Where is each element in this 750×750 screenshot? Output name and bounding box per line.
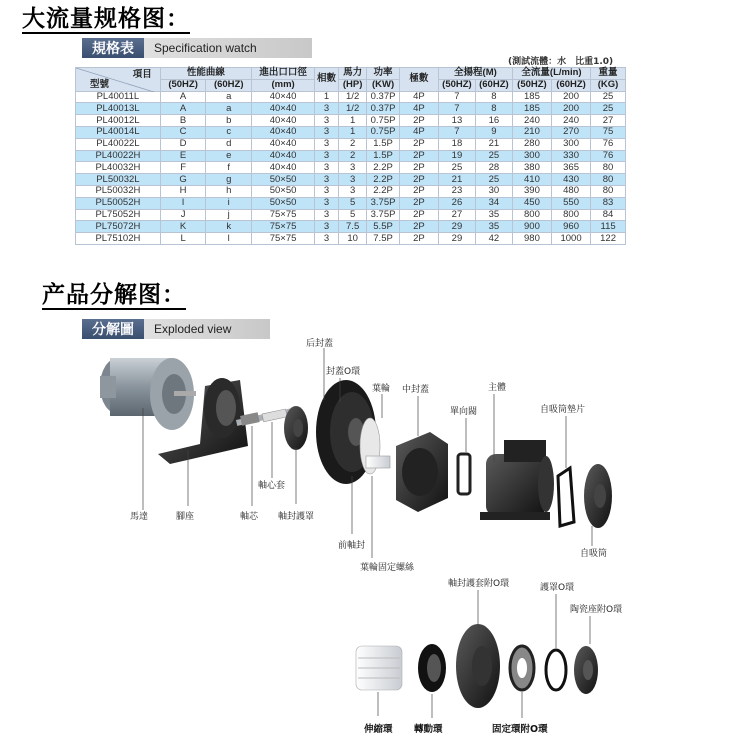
cell-hp: 3 xyxy=(339,185,367,197)
cell-head-50hz: 29 xyxy=(438,221,475,233)
cell-port: 50×50 xyxy=(252,197,315,209)
cell-curve-50hz: B xyxy=(160,115,206,127)
cell-port: 50×50 xyxy=(252,174,315,186)
cell-curve-50hz: J xyxy=(160,209,206,221)
cell-port: 75×75 xyxy=(252,209,315,221)
cell-weight: 76 xyxy=(591,138,626,150)
cell-flow-50hz: 185 xyxy=(512,91,551,103)
self-priming-part xyxy=(584,464,612,528)
cell-head-60hz: 35 xyxy=(475,209,512,221)
cell-head-60hz: 28 xyxy=(475,162,512,174)
spec-table xyxy=(75,67,626,245)
exploded-view-diagram xyxy=(0,336,750,750)
cell-model: PL40014L xyxy=(76,126,161,138)
cover-ring-part xyxy=(546,650,566,690)
cell-head-50hz: 18 xyxy=(438,138,475,150)
cell-poles: 2P xyxy=(399,115,438,127)
cell-hp: 3 xyxy=(339,174,367,186)
main-body-part xyxy=(480,440,554,520)
cell-poles: 2P xyxy=(399,221,438,233)
cell-curve-60hz: g xyxy=(206,174,252,186)
shaft-sleeve-part xyxy=(262,409,287,422)
cell-model: PL40022H xyxy=(76,150,161,162)
cell-flow-50hz: 900 xyxy=(512,221,551,233)
cell-curve-60hz: a xyxy=(206,91,252,103)
label-shaft-seal-cover: 軸封護罩 xyxy=(278,512,315,522)
cell-phase: 3 xyxy=(315,162,339,174)
cell-curve-50hz: H xyxy=(160,185,206,197)
cell-kw: 0.75P xyxy=(367,126,400,138)
cell-curve-50hz: A xyxy=(160,103,206,115)
phase-header: 相數 xyxy=(315,68,339,92)
cell-phase: 3 xyxy=(315,150,339,162)
port-header: 進出口口徑 xyxy=(252,68,315,80)
cell-kw: 7.5P xyxy=(367,233,400,245)
cell-poles: 2P xyxy=(399,185,438,197)
label-impeller-screw: 葉輪固定螺絲 xyxy=(360,563,415,573)
cell-weight: 80 xyxy=(591,174,626,186)
cell-head-60hz: 21 xyxy=(475,138,512,150)
cell-head-60hz: 42 xyxy=(475,233,512,245)
cell-kw: 3.75P xyxy=(367,209,400,221)
cell-hp: 2 xyxy=(339,150,367,162)
cell-head-60hz: 35 xyxy=(475,221,512,233)
cell-curve-50hz: G xyxy=(160,174,206,186)
cell-flow-60hz: 200 xyxy=(552,103,591,115)
cell-head-60hz: 8 xyxy=(475,91,512,103)
cell-port: 40×40 xyxy=(252,162,315,174)
label-bellows: 伸縮環 xyxy=(364,724,393,735)
table-row xyxy=(76,138,626,150)
port-unit: (mm) xyxy=(252,79,315,91)
cell-phase: 3 xyxy=(315,209,339,221)
cell-curve-50hz: D xyxy=(160,138,206,150)
spec-banner-cn: 規格表 xyxy=(82,38,144,58)
cell-phase: 3 xyxy=(315,103,339,115)
cell-curve-60hz: a xyxy=(206,103,252,115)
cell-flow-50hz: 450 xyxy=(512,197,551,209)
cell-hp: 1/2 xyxy=(339,91,367,103)
cell-curve-60hz: d xyxy=(206,138,252,150)
cell-kw: 1.5P xyxy=(367,150,400,162)
cell-model: PL40012L xyxy=(76,115,161,127)
cell-hp: 7.5 xyxy=(339,221,367,233)
item-header: 項目 xyxy=(132,69,152,80)
cell-weight: 122 xyxy=(591,233,626,245)
curve-50hz: (50HZ) xyxy=(160,79,206,91)
cell-hp: 3 xyxy=(339,162,367,174)
cell-curve-50hz: L xyxy=(160,233,206,245)
cell-head-50hz: 27 xyxy=(438,209,475,221)
cell-port: 50×50 xyxy=(252,185,315,197)
cell-flow-50hz: 280 xyxy=(512,138,551,150)
cell-curve-60hz: c xyxy=(206,126,252,138)
cell-head-50hz: 25 xyxy=(438,162,475,174)
cell-model: PL40022L xyxy=(76,138,161,150)
cell-poles: 2P xyxy=(399,150,438,162)
cell-curve-50hz: C xyxy=(160,126,206,138)
motor-part xyxy=(100,358,196,430)
label-gasket: 自吸筒墊片 xyxy=(540,405,586,415)
cell-model: PL40011L xyxy=(76,91,161,103)
cell-model: PL75052H xyxy=(76,209,161,221)
cell-flow-50hz: 800 xyxy=(512,209,551,221)
cell-phase: 3 xyxy=(315,221,339,233)
cell-weight: 75 xyxy=(591,126,626,138)
cell-port: 40×40 xyxy=(252,150,315,162)
spec-table-body xyxy=(76,91,626,244)
cell-phase: 1 xyxy=(315,91,339,103)
cell-port: 40×40 xyxy=(252,115,315,127)
kw-unit: (KW) xyxy=(367,79,400,91)
cell-head-60hz: 30 xyxy=(475,185,512,197)
cell-head-50hz: 7 xyxy=(438,126,475,138)
label-cover-oring: 封蓋O環 xyxy=(326,367,361,377)
table-row xyxy=(76,185,626,197)
cell-curve-50hz: F xyxy=(160,162,206,174)
cell-hp: 5 xyxy=(339,209,367,221)
cell-poles: 2P xyxy=(399,233,438,245)
cell-head-50hz: 13 xyxy=(438,115,475,127)
cell-poles: 2P xyxy=(399,138,438,150)
label-impeller: 葉輪 xyxy=(372,384,391,394)
cell-poles: 2P xyxy=(399,162,438,174)
cell-kw: 1.5P xyxy=(367,138,400,150)
cell-model: PL50032H xyxy=(76,185,161,197)
model-header: 型號 xyxy=(90,79,110,90)
cell-hp: 10 xyxy=(339,233,367,245)
cell-curve-50hz: E xyxy=(160,150,206,162)
parts-heading: 产品分解图： xyxy=(42,282,186,308)
cell-head-60hz: 9 xyxy=(475,126,512,138)
cell-kw: 2.2P xyxy=(367,162,400,174)
head-60hz: (60HZ) xyxy=(475,79,512,91)
cell-model: PL50032L xyxy=(76,174,161,186)
cell-hp: 1 xyxy=(339,126,367,138)
bellows-part xyxy=(356,646,402,690)
cell-flow-60hz: 800 xyxy=(552,209,591,221)
label-shaft: 軸芯 xyxy=(240,512,259,522)
head-50hz: (50HZ) xyxy=(438,79,475,91)
shaft-seal-cover-part xyxy=(284,406,308,450)
cell-weight: 76 xyxy=(591,150,626,162)
cell-kw: 0.37P xyxy=(367,103,400,115)
cell-poles: 2P xyxy=(399,209,438,221)
cell-phase: 3 xyxy=(315,138,339,150)
cell-hp: 1/2 xyxy=(339,103,367,115)
cell-model: PL40032H xyxy=(76,162,161,174)
kw-header: 功率 xyxy=(367,68,400,80)
exploded-banner-en: Exploded view xyxy=(144,319,270,339)
label-check-valve: 單向閥 xyxy=(450,407,478,417)
cell-flow-60hz: 1000 xyxy=(552,233,591,245)
cell-model: PL40013L xyxy=(76,103,161,115)
cell-curve-60hz: l xyxy=(206,233,252,245)
cell-poles: 4P xyxy=(399,91,438,103)
cell-phase: 3 xyxy=(315,185,339,197)
label-self-priming: 自吸筒 xyxy=(580,549,608,559)
cell-curve-60hz: e xyxy=(206,150,252,162)
hp-header: 馬力 xyxy=(339,68,367,80)
cell-flow-60hz: 550 xyxy=(552,197,591,209)
cell-flow-60hz: 240 xyxy=(552,115,591,127)
label-ceramic-oring: 陶瓷座附O環 xyxy=(570,605,623,615)
table-row xyxy=(76,209,626,221)
table-row xyxy=(76,221,626,233)
cell-flow-50hz: 210 xyxy=(512,126,551,138)
cell-kw: 2.2P xyxy=(367,185,400,197)
cell-kw: 0.75P xyxy=(367,115,400,127)
cell-phase: 3 xyxy=(315,115,339,127)
fixed-ring-part xyxy=(510,646,534,690)
cell-weight: 25 xyxy=(591,103,626,115)
cell-port: 75×75 xyxy=(252,233,315,245)
cell-weight: 80 xyxy=(591,185,626,197)
label-sleeve-oring: 軸封護套附O環 xyxy=(448,579,510,589)
cell-weight: 25 xyxy=(591,91,626,103)
cell-flow-50hz: 410 xyxy=(512,174,551,186)
cell-phase: 3 xyxy=(315,126,339,138)
cell-kw: 0.37P xyxy=(367,91,400,103)
model-item-header xyxy=(76,68,161,92)
label-rear-cover: 后封蓋 xyxy=(306,339,334,349)
cell-hp: 2 xyxy=(339,138,367,150)
drive-ring-part xyxy=(418,644,446,692)
cell-head-60hz: 25 xyxy=(475,150,512,162)
label-fixed-ring: 固定環附O環 xyxy=(492,724,548,735)
cell-head-50hz: 19 xyxy=(438,150,475,162)
cell-flow-60hz: 270 xyxy=(552,126,591,138)
cell-curve-60hz: i xyxy=(206,197,252,209)
label-front-seal: 前軸封 xyxy=(338,541,366,551)
mid-cover-part xyxy=(396,432,448,512)
cell-poles: 2P xyxy=(399,197,438,209)
ceramic-seat-part xyxy=(574,646,598,694)
cell-model: PL75072H xyxy=(76,221,161,233)
cell-flow-60hz: 365 xyxy=(552,162,591,174)
cell-flow-50hz: 185 xyxy=(512,103,551,115)
cell-phase: 3 xyxy=(315,174,339,186)
flow-header: 全流量(L/min) xyxy=(512,68,590,80)
cell-head-50hz: 21 xyxy=(438,174,475,186)
cell-weight: 27 xyxy=(591,115,626,127)
cell-flow-60hz: 330 xyxy=(552,150,591,162)
cell-head-50hz: 7 xyxy=(438,103,475,115)
cell-poles: 4P xyxy=(399,103,438,115)
cell-head-60hz: 34 xyxy=(475,197,512,209)
cell-flow-60hz: 960 xyxy=(552,221,591,233)
cell-kw: 3.75P xyxy=(367,197,400,209)
cell-head-60hz: 25 xyxy=(475,174,512,186)
cell-head-50hz: 29 xyxy=(438,233,475,245)
test-fluid-note: (測試流體：水 比重1.0) xyxy=(508,57,614,67)
cell-flow-60hz: 300 xyxy=(552,138,591,150)
cell-flow-50hz: 380 xyxy=(512,162,551,174)
cell-poles: 2P xyxy=(399,174,438,186)
table-row xyxy=(76,233,626,245)
spec-banner-en: Specification watch xyxy=(144,38,312,58)
impeller-part xyxy=(360,418,390,474)
cell-flow-60hz: 480 xyxy=(552,185,591,197)
cell-curve-50hz: A xyxy=(160,91,206,103)
label-cover-ring: 護罩O環 xyxy=(540,583,575,593)
cell-curve-60hz: f xyxy=(206,162,252,174)
table-row xyxy=(76,150,626,162)
weight-unit: (KG) xyxy=(591,79,626,91)
table-row xyxy=(76,162,626,174)
cell-curve-60hz: h xyxy=(206,185,252,197)
curve-60hz: (60HZ) xyxy=(206,79,252,91)
exploded-banner-cn: 分解圖 xyxy=(82,319,144,339)
cell-hp: 5 xyxy=(339,197,367,209)
cell-head-50hz: 26 xyxy=(438,197,475,209)
hp-unit: (HP) xyxy=(339,79,367,91)
cell-port: 40×40 xyxy=(252,103,315,115)
cell-flow-50hz: 390 xyxy=(512,185,551,197)
seal-sleeve-part xyxy=(456,624,500,708)
cell-kw: 5.5P xyxy=(367,221,400,233)
cell-head-60hz: 16 xyxy=(475,115,512,127)
cell-model: PL75102H xyxy=(76,233,161,245)
table-row xyxy=(76,126,626,138)
cell-port: 40×40 xyxy=(252,91,315,103)
head-header: 全揚程(M) xyxy=(438,68,512,80)
table-row xyxy=(76,91,626,103)
cell-curve-60hz: j xyxy=(206,209,252,221)
cell-weight: 115 xyxy=(591,221,626,233)
cell-hp: 1 xyxy=(339,115,367,127)
table-header-row xyxy=(76,68,626,80)
check-valve-part xyxy=(458,454,470,494)
cell-head-50hz: 7 xyxy=(438,91,475,103)
cell-kw: 2.2P xyxy=(367,174,400,186)
table-row xyxy=(76,197,626,209)
cell-port: 75×75 xyxy=(252,221,315,233)
flow-50hz: (50HZ) xyxy=(512,79,551,91)
spec-banner xyxy=(82,38,312,58)
cell-port: 40×40 xyxy=(252,138,315,150)
cell-curve-60hz: k xyxy=(206,221,252,233)
table-row xyxy=(76,115,626,127)
label-shaft-sleeve: 軸心套 xyxy=(258,481,286,491)
cell-curve-50hz: K xyxy=(160,221,206,233)
cell-flow-60hz: 200 xyxy=(552,91,591,103)
cell-port: 40×40 xyxy=(252,126,315,138)
cell-weight: 84 xyxy=(591,209,626,221)
cell-phase: 3 xyxy=(315,233,339,245)
flow-60hz: (60HZ) xyxy=(552,79,591,91)
cell-flow-50hz: 300 xyxy=(512,150,551,162)
cell-model: PL50052H xyxy=(76,197,161,209)
cell-curve-50hz: I xyxy=(160,197,206,209)
cell-head-60hz: 8 xyxy=(475,103,512,115)
label-motor: 馬達 xyxy=(130,512,149,522)
cell-flow-50hz: 240 xyxy=(512,115,551,127)
label-mid-cover: 中封蓋 xyxy=(402,385,430,395)
table-row xyxy=(76,174,626,186)
label-foot: 腳座 xyxy=(176,512,195,522)
curve-header: 性能曲線 xyxy=(160,68,251,80)
cell-weight: 80 xyxy=(591,162,626,174)
cell-phase: 3 xyxy=(315,197,339,209)
label-drive-ring: 轉動環 xyxy=(414,724,443,735)
cell-poles: 4P xyxy=(399,126,438,138)
cell-head-50hz: 23 xyxy=(438,185,475,197)
weight-header: 重量 xyxy=(591,68,626,80)
label-main-body: 主體 xyxy=(488,383,507,393)
gasket-part xyxy=(558,468,574,526)
poles-header: 極數 xyxy=(399,68,438,92)
cell-curve-60hz: b xyxy=(206,115,252,127)
spec-heading: 大流量规格图： xyxy=(22,6,190,32)
table-row xyxy=(76,103,626,115)
cell-flow-50hz: 980 xyxy=(512,233,551,245)
cell-flow-60hz: 430 xyxy=(552,174,591,186)
cell-weight: 83 xyxy=(591,197,626,209)
